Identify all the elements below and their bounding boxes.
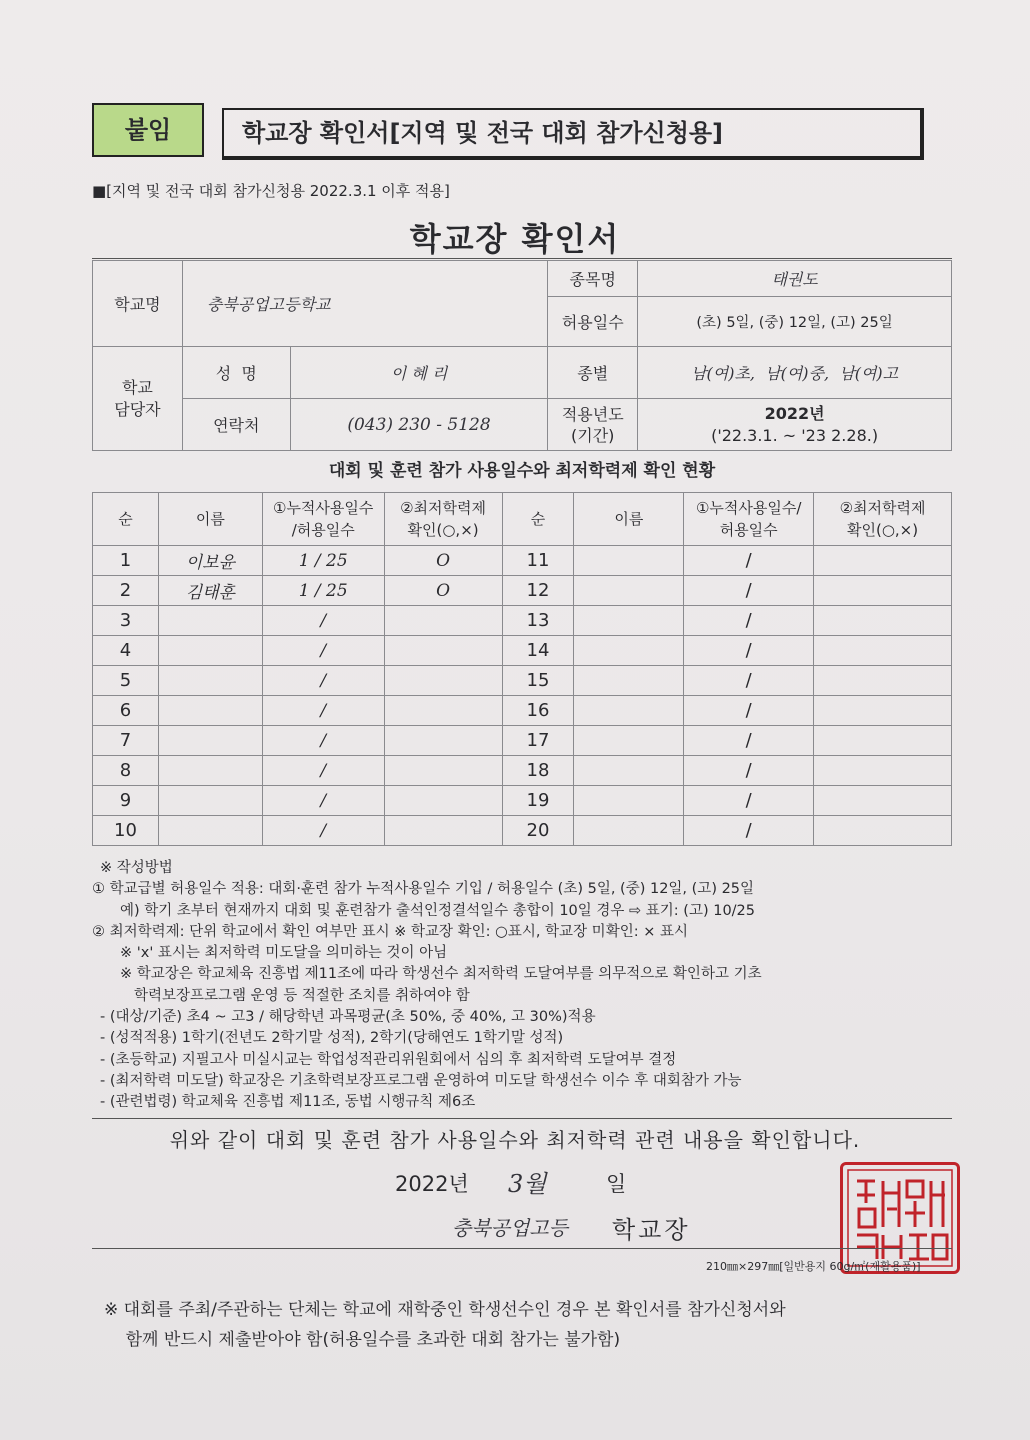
event-label: 종목명 bbox=[548, 261, 638, 297]
roster-table bbox=[92, 492, 952, 846]
roster-cell-l-days: / bbox=[262, 666, 384, 696]
roster-cell-l-name bbox=[158, 816, 262, 846]
roster-cell-l-name bbox=[158, 696, 262, 726]
roster-row bbox=[93, 696, 952, 726]
roster-row bbox=[93, 816, 952, 846]
roster-cell-r-no: 18 bbox=[502, 756, 574, 786]
roster-cell-l-name: 김태훈 bbox=[158, 576, 262, 606]
roster-cell-r-no: 13 bbox=[502, 606, 574, 636]
roster-cell-r-no: 19 bbox=[502, 786, 574, 816]
roster-cell-r-days: / bbox=[684, 756, 814, 786]
roster-cell-l-days: / bbox=[262, 816, 384, 846]
roster-cell-r-name bbox=[574, 696, 684, 726]
roster-row bbox=[93, 786, 952, 816]
roster-cell-r-check bbox=[814, 816, 952, 846]
roster-cell-l-days: / bbox=[262, 786, 384, 816]
roster-cell-l-no: 1 bbox=[93, 546, 159, 576]
roster-cell-l-name: 이보윤 bbox=[158, 546, 262, 576]
roster-cell-r-name bbox=[574, 786, 684, 816]
roster-cell-r-name bbox=[574, 576, 684, 606]
days-value: (초) 5일, (중) 12일, (고) 25일 bbox=[638, 297, 952, 347]
roster-row bbox=[93, 726, 952, 756]
period-value: ('22.3.1. ~ '23 2.28.) bbox=[711, 425, 879, 445]
roster-cell-r-days: / bbox=[684, 726, 814, 756]
roster-cell-l-no: 8 bbox=[93, 756, 159, 786]
guide-line: 예) 학기 초부터 현재까지 대회 및 훈련참가 출석인정결석일수 총합이 10일 경우 ⇨ 표기: (고) 10/25 bbox=[120, 902, 756, 919]
section-title: 대회 및 훈련 참가 사용일수와 최저학력제 확인 현황 bbox=[328, 461, 716, 481]
confirmation-statement: 위와 같이 대회 및 훈련 참가 사용일수와 최저학력 관련 내용을 확인합니다. bbox=[169, 1128, 861, 1152]
guide-line: ※ 'x' 표시는 최저학력 미도달을 의미하는 것이 아님 bbox=[120, 945, 448, 962]
roster-cell-r-no: 17 bbox=[502, 726, 574, 756]
roster-cell-r-no: 16 bbox=[502, 696, 574, 726]
divider bbox=[92, 1118, 952, 1119]
roster-cell-r-check bbox=[814, 786, 952, 816]
roster-header-cell: 이름 bbox=[158, 493, 262, 546]
roster-row bbox=[93, 636, 952, 666]
roster-cell-r-name bbox=[574, 666, 684, 696]
guide-line: - (최저학력 미도달) 학교장은 기초학력보장프로그램 운영하여 미도달 학생선수 이수 후 대회참가 가능 bbox=[100, 1072, 742, 1089]
roster-cell-l-name bbox=[158, 726, 262, 756]
contact-value: (043) 230 - 5128 bbox=[290, 399, 548, 451]
guide-line: - (초등학교) 지필고사 미실시교는 학업성적관리위원회에서 심의 후 최저학력 도달여부 결정 bbox=[100, 1051, 677, 1068]
date-year: 2022년 bbox=[395, 1172, 469, 1196]
roster-header-cell: 순 bbox=[502, 493, 574, 546]
roster-cell-r-name bbox=[574, 816, 684, 846]
roster-header-cell: ①누적사용일수/ 허용일수 bbox=[684, 493, 814, 546]
roster-cell-r-days: / bbox=[684, 696, 814, 726]
roster-cell-r-days: / bbox=[684, 576, 814, 606]
school-value: 충북공업고등학교 bbox=[182, 261, 547, 347]
roster-cell-l-no: 3 bbox=[93, 606, 159, 636]
roster-cell-l-no: 9 bbox=[93, 786, 159, 816]
roster-row bbox=[93, 756, 952, 786]
roster-cell-l-name bbox=[158, 666, 262, 696]
divider bbox=[92, 258, 952, 259]
roster-cell-l-no: 10 bbox=[93, 816, 159, 846]
roster-row bbox=[93, 576, 952, 606]
roster-cell-r-check bbox=[814, 666, 952, 696]
roster-cell-r-days: / bbox=[684, 816, 814, 846]
guide-line: ① 학교급별 허용일수 적용: 대회·훈련 참가 누적사용일수 기입 / 허용일수 (초) 5일, (중) 12일, (고) 25일 bbox=[92, 881, 755, 898]
guide-line: ② 최저학력제: 단위 학교에서 확인 여부만 표시 ※ 학교장 확인: ○표시, 학교장 미확인: × 표시 bbox=[92, 923, 688, 940]
roster-cell-r-days: / bbox=[684, 786, 814, 816]
roster-cell-l-days: / bbox=[262, 636, 384, 666]
date-month: 3월 bbox=[508, 1170, 547, 1198]
writing-guide bbox=[92, 858, 962, 1114]
roster-cell-l-check bbox=[384, 696, 502, 726]
roster-cell-l-check: O bbox=[384, 546, 502, 576]
roster-cell-l-days: / bbox=[262, 606, 384, 636]
roster-cell-l-check bbox=[384, 606, 502, 636]
year-value: 2022년 bbox=[764, 403, 825, 423]
roster-cell-l-check bbox=[384, 786, 502, 816]
guide-line: ※ 학교장은 학교체육 진흥법 제11조에 따라 학생선수 최저학력 도달여부를 의무적으로 확인하고 기초 bbox=[120, 966, 762, 983]
roster-cell-r-check bbox=[814, 756, 952, 786]
roster-cell-r-no: 15 bbox=[502, 666, 574, 696]
signature-school: 충북공업고등 bbox=[452, 1216, 568, 1240]
roster-cell-r-days: / bbox=[684, 606, 814, 636]
roster-cell-r-check bbox=[814, 636, 952, 666]
guide-line: ※ 작성방법 bbox=[100, 860, 173, 876]
gender-label: 종별 bbox=[548, 347, 638, 399]
guide-line: 학력보장프로그램 운영 등 적절한 조치를 취하여야 함 bbox=[134, 987, 470, 1004]
footer-note: ※ 대회를 주최/주관하는 단체는 학교에 재학중인 학생선수인 경우 본 확인서를 참가신청서와 함께 반드시 제출받아야 함(허용일수를 초과한 대회 참가는 불가함) bbox=[104, 1300, 786, 1350]
roster-cell-r-check bbox=[814, 546, 952, 576]
attachment-tag: 붙임 bbox=[92, 103, 204, 157]
roster-cell-r-name bbox=[574, 756, 684, 786]
roster-cell-l-days: / bbox=[262, 756, 384, 786]
roster-cell-l-check bbox=[384, 816, 502, 846]
seal-text bbox=[843, 1165, 844, 1166]
roster-cell-r-no: 11 bbox=[502, 546, 574, 576]
gender-value: 남(여)초, 남(여)중, 남(여)고 bbox=[638, 347, 952, 399]
roster-cell-r-days: / bbox=[684, 636, 814, 666]
roster-cell-l-name bbox=[158, 606, 262, 636]
roster-cell-l-name bbox=[158, 786, 262, 816]
roster-cell-l-name bbox=[158, 756, 262, 786]
roster-header-cell: ②최저학력제 확인(○,×) bbox=[384, 493, 502, 546]
roster-header-cell: ②최저학력제 확인(○,×) bbox=[814, 493, 952, 546]
guide-line: - (대상/기준) 초4 ~ 고3 / 해당학년 과목평균(초 50%, 중 40%, 고 30%)적용 bbox=[100, 1009, 596, 1026]
days-label: 허용일수 bbox=[548, 297, 638, 347]
roster-cell-r-name bbox=[574, 726, 684, 756]
name-value: 이 혜 리 bbox=[290, 347, 548, 399]
roster-cell-l-days: / bbox=[262, 696, 384, 726]
roster-cell-l-check: O bbox=[384, 576, 502, 606]
roster-header-row bbox=[93, 493, 952, 546]
roster-row bbox=[93, 666, 952, 696]
roster-cell-r-no: 14 bbox=[502, 636, 574, 666]
roster-cell-l-check bbox=[384, 636, 502, 666]
contact-label: 연락처 bbox=[182, 399, 290, 451]
paper-size: 210㎜×297㎜[일반용지 60g/㎡(재활용품)] bbox=[706, 1260, 921, 1273]
roster-cell-l-check bbox=[384, 726, 502, 756]
applies-note: ■[지역 및 전국 대회 참가신청용 2022.3.1 이후 적용] bbox=[92, 182, 450, 200]
roster-cell-r-name bbox=[574, 546, 684, 576]
roster-cell-l-no: 2 bbox=[93, 576, 159, 606]
roster-cell-r-name bbox=[574, 636, 684, 666]
manager-label: 학교 담당자 bbox=[93, 347, 183, 451]
roster-header-cell: 순 bbox=[93, 493, 159, 546]
roster-cell-l-days: / bbox=[262, 726, 384, 756]
roster-header-cell: 이름 bbox=[574, 493, 684, 546]
divider bbox=[92, 1248, 952, 1249]
roster-header-cell: ①누적사용일수 /허용일수 bbox=[262, 493, 384, 546]
event-value: 태권도 bbox=[638, 261, 952, 297]
roster-cell-l-no: 6 bbox=[93, 696, 159, 726]
date-day: 일 bbox=[606, 1172, 627, 1196]
roster-cell-l-no: 7 bbox=[93, 726, 159, 756]
seal-icon bbox=[843, 1165, 957, 1271]
roster-cell-r-name bbox=[574, 606, 684, 636]
roster-cell-l-no: 4 bbox=[93, 636, 159, 666]
roster-cell-l-check bbox=[384, 756, 502, 786]
school-label: 학교명 bbox=[93, 261, 183, 347]
guide-line: - (성적적용) 1학기(전년도 2학기말 성적), 2학기(당해연도 1학기말 성적) bbox=[100, 1030, 564, 1047]
roster-cell-r-days: / bbox=[684, 666, 814, 696]
roster-cell-r-check bbox=[814, 726, 952, 756]
roster-cell-r-no: 12 bbox=[502, 576, 574, 606]
roster-cell-l-no: 5 bbox=[93, 666, 159, 696]
roster-cell-l-check bbox=[384, 666, 502, 696]
signature-principal: 학교장 bbox=[612, 1216, 691, 1244]
page-title: 학교장 확인서 bbox=[409, 220, 621, 258]
name-label: 성 명 bbox=[182, 347, 290, 399]
roster-row bbox=[93, 606, 952, 636]
document-heading: 학교장 확인서[지역 및 전국 대회 참가신청용] bbox=[222, 108, 924, 160]
guide-line: - (관련법령) 학교체육 진흥법 제11조, 동법 시행규칙 제6조 bbox=[100, 1094, 476, 1111]
roster-cell-l-name bbox=[158, 636, 262, 666]
roster-cell-r-days: / bbox=[684, 546, 814, 576]
roster-cell-r-check bbox=[814, 696, 952, 726]
year-label: 적용년도 (기간) bbox=[548, 399, 638, 451]
roster-cell-l-days: 1 / 25 bbox=[262, 576, 384, 606]
info-table bbox=[92, 260, 952, 451]
roster-cell-r-no: 20 bbox=[502, 816, 574, 846]
roster-cell-r-check bbox=[814, 606, 952, 636]
roster-row bbox=[93, 546, 952, 576]
roster-cell-l-days: 1 / 25 bbox=[262, 546, 384, 576]
roster-cell-r-check bbox=[814, 576, 952, 606]
